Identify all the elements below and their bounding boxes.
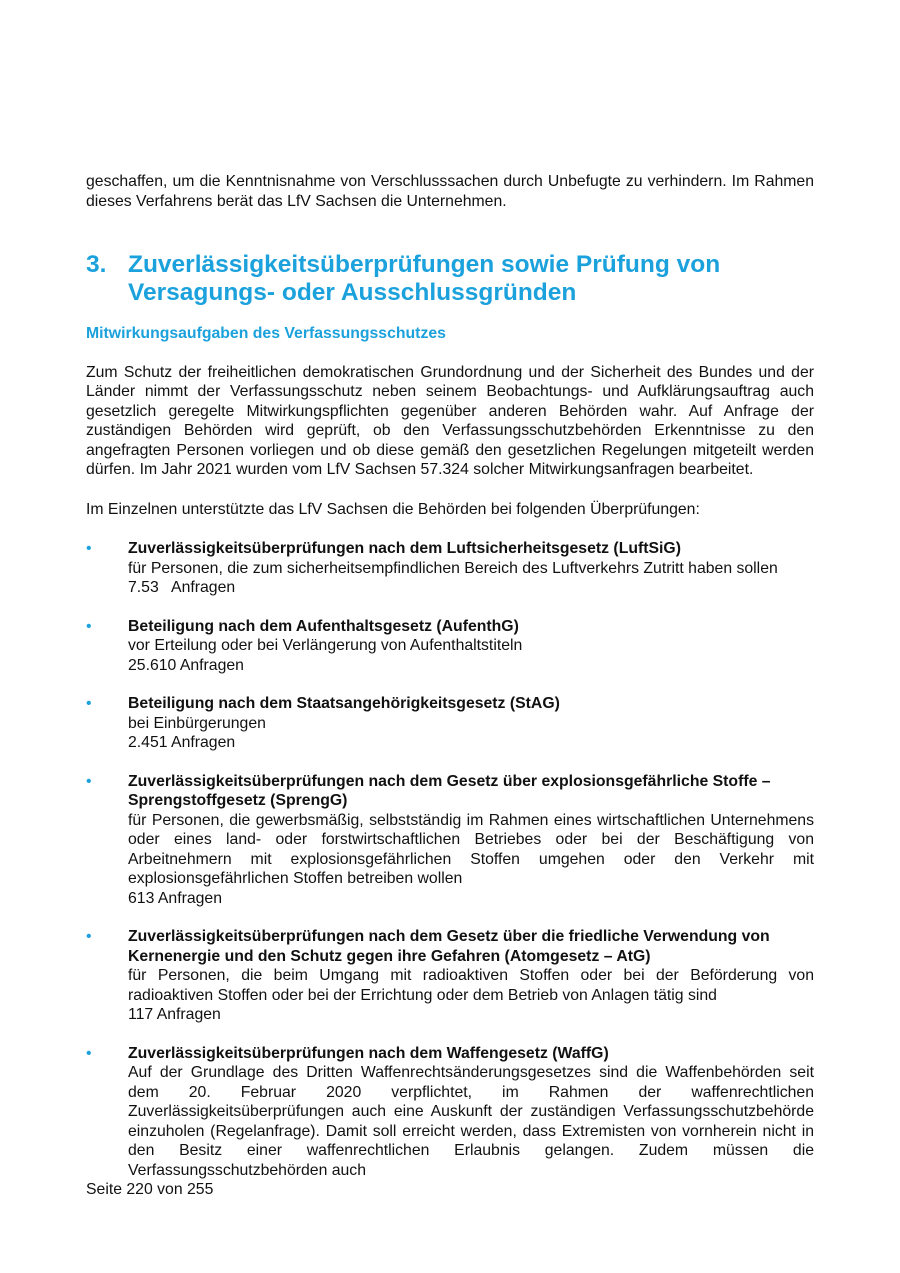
lead-paragraph: Im Einzelnen unterstützte das LfV Sachsen die Behörden bei folgenden Überprüfungen: [86,500,700,518]
list-item-count: 25.610 Anfragen [128,656,244,674]
bullet-icon: • [86,695,92,712]
list-item-text: für Personen, die zum sicherheitsempfindlichen Bereich des Luftverkehrs Zutritt haben sollen [128,559,778,577]
page-content [86,172,814,1199]
list-item-text: vor Erteilung oder bei Verlängerung von Aufenthaltstiteln [128,637,523,654]
list-item-body [128,772,814,909]
list-item-text: für Personen, die gewerbsmäßig, selbstständig im Rahmen eines wirtschaftlichen Unternehmens oder eines land- oder forstwirtschaftlichen Betriebes oder bei der Beschäftigung von Arbeitnehmern mit explosionsgefährlichen Stoffen umgehen oder den Verkehr mit explosionsgefährlichen Stoffen betreiben wollen [128,811,814,887]
list-item [86,1044,814,1181]
list-item-text: Auf der Grundlage des Dritten Waffenrechtsänderungsgesetzes sind die Waffenbehörden seit dem 20. Februar 2020 verpflichtet, im Rahmen der waffenrechtlichen Zuverlässigkeitsüberprüfungen auch eine Auskunft der zuständigen Verfassungsschutzbehörde einzuholen (Regelanfrage). Damit soll erreicht werden, dass Extremisten von vornherein nicht in den Besitz einer waffenrechtlichen Erlaubnis gelangen. Zudem müssen die Verfassungsschutzbehörden auch [128,1064,814,1179]
list-item-count: 2.451 Anfragen [128,734,236,751]
list-item-title: Zuverlässigkeitsüberprüfungen nach dem Luftsicherheitsgesetz (LuftSiG) [128,540,681,557]
list-item-body [128,539,814,598]
list-item-title: Zuverlässigkeitsüberprüfungen nach dem Gesetz über explosionsgefährliche Stoffe – Sprengstoffgesetz (SprengG) [128,772,771,809]
list-item-count: 613 Anfragen [128,889,222,907]
list-item-title: Zuverlässigkeitsüberprüfungen nach dem Gesetz über die friedliche Verwendung von Kernenergie und den Schutz gegen ihre Gefahren (Atomgesetz – AtG) [128,928,770,965]
body-paragraph: Zum Schutz der freiheitlichen demokratischen Grundordnung und der Sicherheit des Bundes und der Länder nimmt der Verfassungsschutz neben seinem Beobachtungs- und Aufklärungsauftrag auch gesetzlich geregelte Mitwirkungspflichten gegenüber anderen Behörden wahr. Auf Anfrage der zuständigen Behörden wird geprüft, ob den Verfassungsschutzbehörden Erkenntnisse zu den angefragten Personen vorliegen und ob diese gemäß den gesetzlichen Regelungen mitgeteilt werden dürfen. Im Jahr 2021 wurden vom LfV Sachsen 57.324 solcher Mitwirkungsanfragen bearbeitet. [86,363,814,478]
list-item-title: Zuverlässigkeitsüberprüfungen nach dem Waffengesetz (WaffG) [128,1044,609,1062]
list-item-title: Beteiligung nach dem Aufenthaltsgesetz (AufenthG) [128,617,519,635]
intro-paragraph: geschaffen, um die Kenntnisnahme von Verschlusssachen durch Unbefugte zu verhindern. Im Rahmen dieses Verfahrens berät das LfV Sachsen die Unternehmen. [86,173,814,210]
bullet-icon: • [86,617,92,635]
list-item-text: für Personen, die beim Umgang mit radioaktiven Stoffen oder bei der Beförderung von radioaktiven Stoffen oder bei der Errichtung oder dem Betrieb von Anlagen tätig sind [128,967,814,1004]
section-heading [86,251,814,306]
bullet-icon: • [86,772,92,790]
bullet-icon: • [86,540,92,557]
list-item [86,694,814,753]
list-item [86,617,814,676]
list-item [86,927,814,1025]
page-footer: Seite 220 von 255 [86,1181,214,1198]
list-item-text: bei Einbürgerungen [128,714,266,732]
list-item-count: 117 Anfragen [128,1006,221,1023]
list-item-body [128,1044,814,1181]
section-number: 3. [86,251,107,278]
list-item [86,772,814,909]
subheading: Mitwirkungsaufgaben des Verfassungsschutzes [86,325,446,342]
section-title: Zuverlässigkeitsüberprüfungen sowie Prüfung von Versagungs- oder Ausschlussgründen [128,251,721,306]
list-item-body [128,694,814,753]
bullet-icon: • [86,1044,92,1062]
list-item [86,539,814,598]
list-item-body [128,617,814,676]
bullet-list [86,539,814,1180]
list-item-body [128,927,814,1025]
list-item-count: 7.53 Anfragen [128,579,236,596]
list-item-title: Beteiligung nach dem Staatsangehörigkeitsgesetz (StAG) [128,695,560,712]
bullet-icon: • [86,928,92,945]
